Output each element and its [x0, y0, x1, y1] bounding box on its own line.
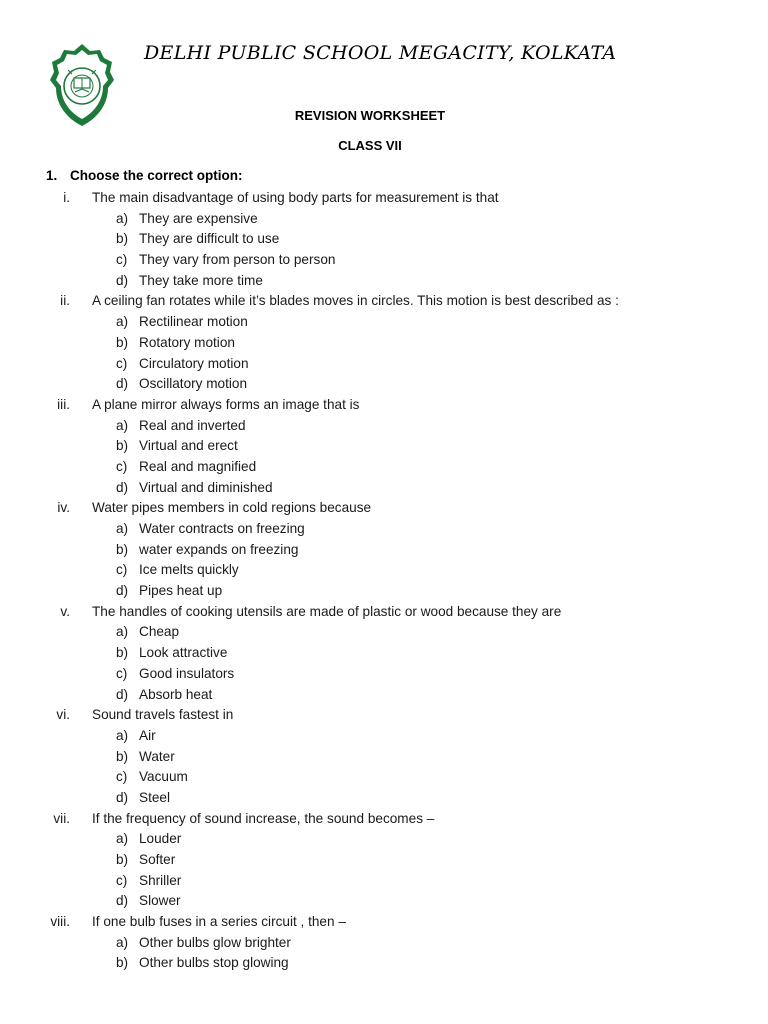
option-letter: d) [116, 686, 129, 702]
option-letter: c) [116, 665, 128, 681]
option-letter: b) [116, 852, 129, 867]
option-letter: a) [116, 314, 129, 330]
option-text: Vacuum [139, 769, 188, 785]
option-item [0, 622, 768, 643]
question-text: If one bulb fuses in a series circuit , then – [92, 914, 346, 930]
option-text: Softer [139, 852, 176, 867]
option-text: They vary from person to person [139, 252, 336, 268]
question-list [0, 188, 768, 974]
option-letter: a) [116, 417, 129, 433]
option-item [0, 312, 768, 333]
option-letter: c) [116, 252, 128, 268]
option-text: Virtual and erect [139, 438, 238, 454]
option-item [0, 519, 768, 540]
option-text: Shriller [139, 872, 182, 888]
option-text: Good insulators [139, 665, 235, 681]
option-letter: d) [116, 376, 129, 392]
option-item [0, 250, 768, 271]
question-number: vi. [56, 707, 70, 723]
option-text: Rectilinear motion [139, 314, 248, 330]
question-number: vii. [53, 810, 70, 826]
question-text: A plane mirror always forms an image that is [92, 396, 360, 412]
option-text: Water [139, 748, 175, 764]
question-text: The handles of cooking utensils are made of plastic or wood because they are [92, 603, 562, 619]
option-item [0, 850, 768, 871]
option-letter: b) [116, 541, 129, 557]
question-item [0, 912, 768, 933]
option-text: Slower [139, 893, 181, 909]
option-text: Steel [139, 789, 170, 805]
question-text: A ceiling fan rotates while it’s blades moves in circles. This motion is best described as : [92, 293, 619, 309]
option-item [0, 664, 768, 685]
option-item [0, 643, 768, 664]
option-text: They are expensive [139, 210, 258, 226]
section-heading [46, 168, 243, 183]
option-letter: b) [116, 438, 129, 454]
option-item [0, 767, 768, 788]
question-text: The main disadvantage of using body parts for measurement is that [92, 190, 499, 205]
option-item [0, 209, 768, 230]
option-text: Other bulbs stop glowing [139, 955, 289, 971]
option-item [0, 788, 768, 809]
question-number: iv. [57, 500, 70, 516]
question-item [0, 395, 768, 416]
question-number: ii. [60, 293, 70, 309]
worksheet-title: REVISION WORKSHEET [294, 108, 446, 123]
option-text: Look attractive [139, 645, 228, 661]
option-letter: c) [116, 458, 128, 474]
option-letter: c) [116, 355, 128, 371]
option-text: Water contracts on freezing [139, 521, 305, 536]
question-number: v. [60, 603, 70, 619]
question-number: iii. [57, 396, 70, 412]
option-text: Absorb heat [139, 686, 213, 702]
option-text: Virtual and diminished [139, 479, 273, 495]
section-number: 1. [46, 168, 58, 183]
option-item [0, 560, 768, 581]
option-letter: c) [116, 872, 128, 888]
option-letter: a) [116, 210, 129, 226]
option-item [0, 953, 768, 974]
option-text: Oscillatory motion [139, 376, 248, 392]
option-item [0, 436, 768, 457]
option-text: Real and magnified [139, 458, 257, 474]
option-letter: d) [116, 789, 129, 805]
question-text: If the frequency of sound increase, the sound becomes – [92, 810, 435, 826]
option-letter: d) [116, 583, 129, 599]
option-letter: a) [116, 831, 129, 847]
option-item [0, 374, 768, 395]
question-number: viii. [50, 914, 70, 930]
option-item [0, 747, 768, 768]
option-text: Air [139, 727, 156, 743]
option-item [0, 271, 768, 292]
option-letter: a) [116, 521, 129, 536]
option-item [0, 581, 768, 602]
question-item [0, 188, 768, 209]
option-letter: a) [116, 934, 129, 950]
option-item [0, 891, 768, 912]
option-text: Real and inverted [139, 417, 246, 433]
option-item [0, 478, 768, 499]
option-letter: c) [116, 562, 128, 578]
option-text: Rotatory motion [139, 334, 235, 350]
option-item [0, 416, 768, 437]
option-item [0, 871, 768, 892]
option-letter: b) [116, 748, 129, 764]
option-letter: a) [116, 727, 129, 743]
question-text: Sound travels fastest in [92, 707, 234, 723]
option-text: water expands on freezing [139, 541, 299, 557]
option-item [0, 354, 768, 375]
option-item [0, 933, 768, 954]
option-letter: d) [116, 893, 129, 909]
school-name: DELHI PUBLIC SCHOOL MEGACITY, KOLKATA [144, 42, 617, 64]
option-letter: b) [116, 231, 129, 247]
option-text: Louder [139, 831, 182, 847]
option-text: Circulatory motion [139, 355, 249, 371]
option-item [0, 540, 768, 561]
option-letter: d) [116, 272, 129, 288]
option-item [0, 829, 768, 850]
option-letter: b) [116, 645, 129, 661]
question-text: Water pipes members in cold regions because [92, 500, 372, 516]
option-item [0, 726, 768, 747]
option-letter: c) [116, 769, 128, 785]
option-text: Pipes heat up [139, 583, 223, 599]
class-label: CLASS VII [338, 138, 402, 153]
option-text: Other bulbs glow brighter [139, 934, 291, 950]
question-number: i. [63, 190, 70, 205]
option-text: They take more time [139, 272, 263, 288]
option-item [0, 333, 768, 354]
question-item [0, 809, 768, 830]
option-letter: b) [116, 955, 129, 971]
option-letter: b) [116, 334, 129, 350]
option-text: Cheap [139, 624, 180, 640]
option-text: Ice melts quickly [139, 562, 239, 578]
question-item [0, 291, 768, 312]
option-letter: a) [116, 624, 129, 640]
question-item [0, 498, 768, 519]
option-text: They are difficult to use [139, 231, 280, 247]
question-item [0, 705, 768, 726]
section-title: Choose the correct option: [70, 168, 243, 183]
question-item [0, 602, 768, 623]
option-item [0, 457, 768, 478]
option-item [0, 685, 768, 706]
option-letter: d) [116, 479, 129, 495]
option-item [0, 229, 768, 250]
